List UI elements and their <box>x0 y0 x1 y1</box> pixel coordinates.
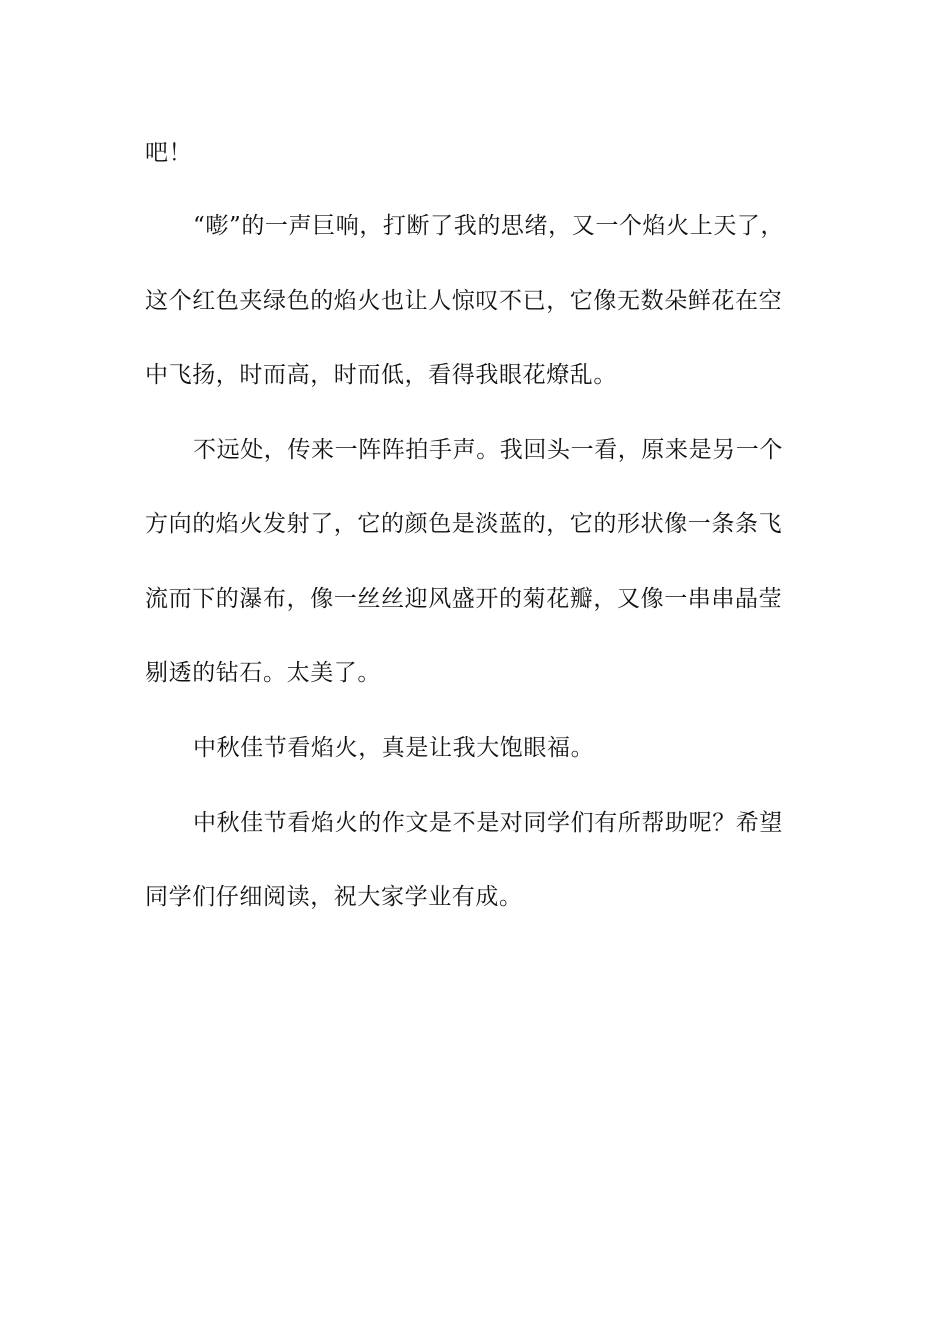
paragraph-start-line: “嘭”的一声巨响，打断了我的思绪，又一个焰火上天了， <box>193 213 785 239</box>
paragraph-start-line: 中秋佳节看焰火的作文是不是对同学们有所帮助呢？希望 <box>193 810 783 836</box>
text-line: 同学们仔细阅读，祝大家学业有成。 <box>145 884 523 910</box>
text-line: 剔透的钻石。太美了。 <box>145 660 381 686</box>
text-line: 吧！ <box>145 140 193 166</box>
text-line: 这个红色夹绿色的焰火也让人惊叹不已，它像无数朵鲜花在空 <box>145 288 783 314</box>
paragraph-start-line: 不远处，传来一阵阵拍手声。我回头一看，原来是另一个 <box>193 437 783 463</box>
paragraph-start-line: 中秋佳节看焰火，真是让我大饱眼福。 <box>193 735 595 761</box>
text-line: 中飞扬，时而高，时而低，看得我眼花燎乱。 <box>145 362 617 388</box>
text-line: 流而下的瀑布，像一丝丝迎风盛开的菊花瓣，又像一串串晶莹 <box>145 586 783 612</box>
text-line: 方向的焰火发射了，它的颜色是淡蓝的，它的形状像一条条飞 <box>145 511 783 537</box>
